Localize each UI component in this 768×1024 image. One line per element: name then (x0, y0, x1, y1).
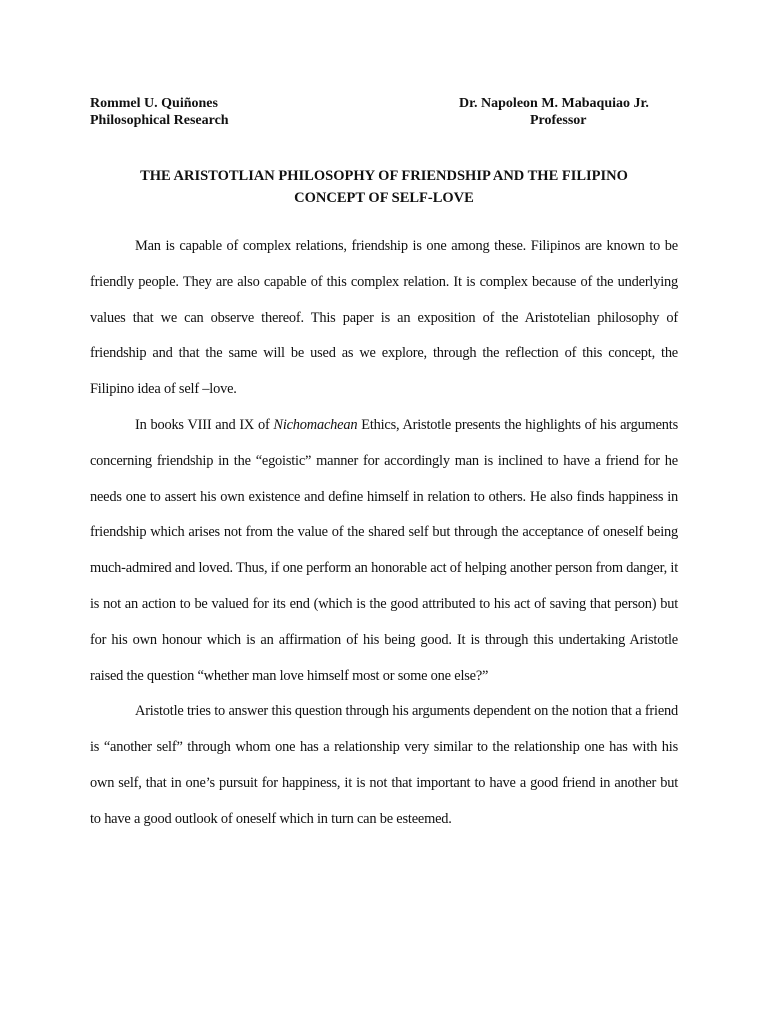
title-line-1: THE ARISTOTLIAN PHILOSOPHY OF FRIENDSHIP AND THE FILIPINO (140, 168, 628, 184)
professor-name: Dr. Napoleon M. Mabaquiao Jr. (459, 96, 649, 111)
paragraph-books-rest: Ethics, Aristotle presents the highlights of his arguments concerning friendship in the “egoistic” manner for accordingly man is inclined to have a friend for he needs one to assert his own existence and define himself in relation to others. He also finds happiness in friendship which arises not from the value of the shared self but through the acceptance of oneself being much-admired and loved. Thus, if one perform an honorable act of helping another person from danger, it is not an action to be valued for its end (which is the good attributed to his act of saving that person) but for his own honour which is an affirmation of his being good. It is through this undertaking Aristotle raised the question “whether man love himself most or some one else?” (90, 416, 678, 684)
paper-body (90, 229, 678, 838)
paragraph-books (90, 408, 678, 694)
paragraph-books-start: In books VIII and IX of (135, 416, 274, 433)
paragraph-intro: Man is capable of complex relations, friendship is one among these. Filipinos are known to be friendly people. They are also capable of this complex relation. It is complex because of the underlying values that we can observe thereof. This paper is an exposition of the Aristotelian philosophy of friendship and that the same will be used as we explore, through the reflection of this concept, the Filipino idea of self –love. (90, 238, 678, 398)
title-line-2: CONCEPT OF SELF-LOVE (294, 190, 474, 206)
paragraph-another-self: Aristotle tries to answer this question through his arguments dependent on the notion that a friend is “another self” through whom one has a relationship very similar to the relationship one has with his own self, that in one’s pursuit for happiness, it is not that important to have a good friend in another but to have a good outlook of oneself which in turn can be esteemed. (90, 703, 678, 827)
paper-title (90, 165, 678, 209)
author-name: Rommel U. Quiñones (90, 96, 218, 111)
professor-role: Professor (530, 113, 587, 128)
book-title-italic: Nichomachean (273, 416, 358, 433)
course-name: Philosophical Research (90, 113, 229, 128)
